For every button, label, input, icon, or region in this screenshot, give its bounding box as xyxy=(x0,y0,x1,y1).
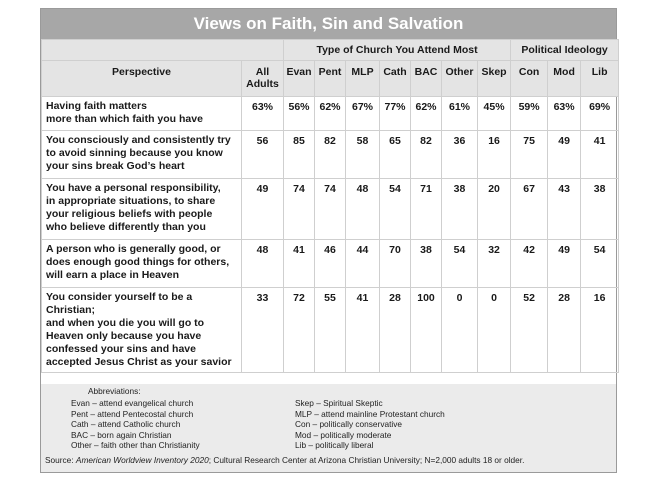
statement-cell xyxy=(42,97,242,131)
value-cell: 75 xyxy=(511,131,548,179)
statement-line: accepted Jesus Christ as your savior xyxy=(46,356,232,368)
statement-cell xyxy=(42,131,242,179)
value-cell: 43 xyxy=(548,179,581,240)
value-cell: 54 xyxy=(581,240,619,288)
value-cell: 65 xyxy=(380,131,411,179)
value-cell: 77% xyxy=(380,97,411,131)
group-header-row xyxy=(42,40,619,61)
value-cell: 48 xyxy=(242,240,284,288)
statement-line: You have a personal responsibility, xyxy=(46,182,221,194)
value-cell: 38 xyxy=(581,179,619,240)
value-cell: 36 xyxy=(442,131,478,179)
value-cell: 69% xyxy=(581,97,619,131)
column-header-all-line2: Adults xyxy=(246,78,279,90)
value-cell: 49 xyxy=(548,131,581,179)
value-cell: 72 xyxy=(284,288,315,373)
statement-line: to avoid sinning because you know xyxy=(46,147,223,159)
notes-panel xyxy=(41,384,616,472)
group-header-church: Type of Church You Attend Most xyxy=(284,40,511,61)
value-cell: 61% xyxy=(442,97,478,131)
value-cell: 49 xyxy=(242,179,284,240)
value-cell: 82 xyxy=(411,131,442,179)
value-cell: 33 xyxy=(242,288,284,373)
value-cell: 74 xyxy=(284,179,315,240)
source-title: American Worldview Inventory 2020 xyxy=(75,455,209,465)
abbreviation-item: Cath – attend Catholic church xyxy=(71,419,181,429)
group-header-ideology: Political Ideology xyxy=(511,40,619,61)
figure-title: Views on Faith, Sin and Salvation xyxy=(41,9,616,39)
statement-line: in appropriate situations, to share xyxy=(46,195,216,207)
statement-line: does enough good things for others, xyxy=(46,256,230,268)
value-cell: 44 xyxy=(346,240,380,288)
value-cell: 55 xyxy=(315,288,346,373)
value-cell: 67 xyxy=(511,179,548,240)
statement-line: Heaven only because you have xyxy=(46,330,202,342)
source-note xyxy=(45,455,524,465)
group-header-blank xyxy=(42,40,284,61)
column-header-evan: Evan xyxy=(284,61,315,97)
value-cell: 67% xyxy=(346,97,380,131)
value-cell: 100 xyxy=(411,288,442,373)
statement-line: will earn a place in Heaven xyxy=(46,269,180,281)
value-cell: 63% xyxy=(242,97,284,131)
statement-cell xyxy=(42,288,242,373)
column-header-con: Con xyxy=(511,61,548,97)
statement-cell xyxy=(42,179,242,240)
statement-line: confessed your sins and have xyxy=(46,343,196,355)
value-cell: 49 xyxy=(548,240,581,288)
value-cell: 20 xyxy=(478,179,511,240)
value-cell: 85 xyxy=(284,131,315,179)
value-cell: 0 xyxy=(478,288,511,373)
table-row xyxy=(42,131,619,179)
value-cell: 0 xyxy=(442,288,478,373)
value-cell: 41 xyxy=(284,240,315,288)
statement-line: who believe differently than you xyxy=(46,221,206,233)
statement-line: your religious beliefs with people xyxy=(46,208,213,220)
table-body xyxy=(42,97,619,373)
table-row xyxy=(42,97,619,131)
abbreviations-left xyxy=(71,398,200,451)
value-cell: 16 xyxy=(581,288,619,373)
column-header-skep: Skep xyxy=(478,61,511,97)
abbreviation-item: Skep – Spiritual Skeptic xyxy=(295,398,383,408)
table-row xyxy=(42,288,619,373)
abbreviation-item: Other – faith other than Christianity xyxy=(71,440,200,450)
abbreviation-item: Lib – politically liberal xyxy=(295,440,374,450)
value-cell: 62% xyxy=(411,97,442,131)
value-cell: 48 xyxy=(346,179,380,240)
value-cell: 32 xyxy=(478,240,511,288)
statement-line: You consciously and consistently try xyxy=(46,134,231,146)
statement-line: Having faith matters xyxy=(46,100,147,112)
column-header-mod: Mod xyxy=(548,61,581,97)
abbreviation-item: BAC – born again Christian xyxy=(71,429,172,440)
value-cell: 41 xyxy=(581,131,619,179)
value-cell: 74 xyxy=(315,179,346,240)
survey-table xyxy=(41,39,619,373)
figure-frame xyxy=(40,8,617,473)
value-cell: 28 xyxy=(548,288,581,373)
statement-line: and when you die you will go to xyxy=(46,317,205,329)
column-header-pent: Pent xyxy=(315,61,346,97)
abbreviation-item: Pent – attend Pentecostal church xyxy=(71,408,194,419)
column-header-all-line1: All xyxy=(255,66,270,78)
column-header-other: Other xyxy=(442,61,478,97)
column-header-mlp: MLP xyxy=(346,61,380,97)
abbreviation-item: Evan – attend evangelical church xyxy=(71,398,194,408)
statement-cell xyxy=(42,240,242,288)
value-cell: 38 xyxy=(411,240,442,288)
value-cell: 59% xyxy=(511,97,548,131)
statement-line: You consider yourself to be a Christian; xyxy=(46,291,193,316)
value-cell: 38 xyxy=(442,179,478,240)
value-cell: 45% xyxy=(478,97,511,131)
statement-line: A person who is generally good, or xyxy=(46,243,221,255)
value-cell: 71 xyxy=(411,179,442,240)
column-header-cath: Cath xyxy=(380,61,411,97)
value-cell: 62% xyxy=(315,97,346,131)
value-cell: 16 xyxy=(478,131,511,179)
source-rest: ; Cultural Research Center at Arizona Christian University; N=2,000 adults 18 or older. xyxy=(208,455,525,465)
value-cell: 54 xyxy=(442,240,478,288)
source-prefix: Source: xyxy=(45,455,76,465)
value-cell: 63% xyxy=(548,97,581,131)
value-cell: 54 xyxy=(380,179,411,240)
statement-line: your sins break God’s heart xyxy=(46,160,185,172)
column-header-perspective: Perspective xyxy=(42,61,242,97)
column-header-all-adults xyxy=(242,61,284,97)
abbreviation-item: Con – politically conservative xyxy=(295,419,402,429)
value-cell: 28 xyxy=(380,288,411,373)
value-cell: 82 xyxy=(315,131,346,179)
abbreviations-title: Abbreviations: xyxy=(88,386,141,396)
column-header-lib: Lib xyxy=(581,61,619,97)
table-row xyxy=(42,240,619,288)
abbreviation-item: Mod – politically moderate xyxy=(295,429,392,440)
abbreviations-right xyxy=(295,398,445,451)
value-cell: 52 xyxy=(511,288,548,373)
value-cell: 42 xyxy=(511,240,548,288)
value-cell: 41 xyxy=(346,288,380,373)
value-cell: 46 xyxy=(315,240,346,288)
value-cell: 56% xyxy=(284,97,315,131)
column-header-row xyxy=(42,61,619,97)
statement-line: more than which faith you have xyxy=(46,113,203,125)
abbreviation-item: MLP – attend mainline Protestant church xyxy=(295,408,445,419)
value-cell: 56 xyxy=(242,131,284,179)
value-cell: 58 xyxy=(346,131,380,179)
column-header-bac: BAC xyxy=(411,61,442,97)
value-cell: 70 xyxy=(380,240,411,288)
table-row xyxy=(42,179,619,240)
